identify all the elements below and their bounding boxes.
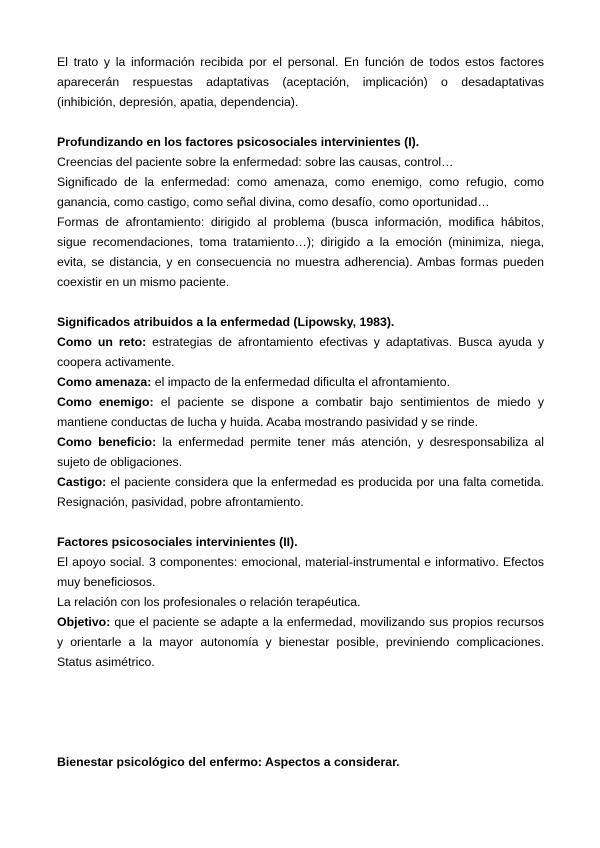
meaning-item-enemigo (57, 392, 544, 432)
spacer (57, 512, 544, 532)
meaning-label: Como beneficio: (57, 435, 157, 449)
section1-heading: Profundizando en los factores psicosociales intervinientes (I). (57, 135, 420, 149)
formas-paragraph: Formas de afrontamiento: dirigido al problema (busca información, modifica hábitos, sigue recomendaciones, toma tratamiento…); dirigido a la emoción (minimiza, niega, evita, se distancia, y en consecuencia no muestra adherencia). Ambas formas pueden coexistir en un mismo paciente. (57, 215, 544, 289)
meaning-text: el paciente se dispone a combatir bajo sentimientos de miedo y mantiene conductas de lucha y huida. Acaba mostrando pasividad y se rinde. (57, 395, 545, 429)
section3-heading: Factores psicosociales intervinientes (II). (57, 535, 298, 549)
spacer (57, 112, 544, 132)
meaning-label: Como enemigo: (57, 395, 154, 409)
section4-heading: Bienestar psicológico del enfermo: Aspectos a considerar. (57, 755, 400, 769)
meaning-text: el impacto de la enfermedad dificulta el afrontamiento. (151, 375, 451, 389)
apoyo-paragraph: El apoyo social. 3 componentes: emocional, material-instrumental e informativo. Efectos muy beneficiosos. (57, 555, 544, 589)
meaning-text: estrategias de afrontamiento efectivas y adaptativas. Busca ayuda y coopera activamente. (57, 335, 544, 369)
meaning-label: Castigo: (57, 475, 107, 489)
creencias-paragraph: Creencias del paciente sobre la enfermedad: sobre las causas, control… (57, 155, 454, 169)
meaning-text: la enfermedad permite tener más atención, y desresponsabiliza al sujeto de obligaciones. (57, 435, 544, 469)
spacer (57, 672, 544, 752)
objetivo-paragraph (57, 612, 544, 672)
meaning-item-reto (57, 332, 544, 372)
section2-heading: Significados atribuidos a la enfermedad (Lipowsky, 1983). (57, 315, 395, 329)
document-page (57, 52, 544, 772)
objetivo-label: Objetivo: (57, 615, 111, 629)
objetivo-text: que el paciente se adapte a la enfermedad, movilizando sus propios recursos y orientarle a la mayor autonomía y bienestar posible, previniendo complicaciones. Status asimétrico. (57, 615, 544, 669)
meaning-text: el paciente considera que la enfermedad es producida por una falta cometida. Resignación, pasividad, pobre afrontamiento. (57, 475, 544, 509)
intro-paragraph: El trato y la información recibida por el personal. En función de todos estos factores aparecerán respuestas adaptativas (aceptación, implicación) o desadaptativas (inhibición, depresión, apatia, dependencia). (57, 55, 544, 109)
meaning-item-beneficio (57, 432, 544, 472)
relacion-paragraph: La relación con los profesionales o relación terapéutica. (57, 595, 361, 609)
meaning-label: Como un reto: (57, 335, 147, 349)
meaning-item-amenaza (57, 372, 544, 392)
significado-paragraph: Significado de la enfermedad: como amenaza, como enemigo, como refugio, como ganancia, como castigo, como señal divina, como desafío, como oportunidad… (57, 175, 544, 209)
spacer (57, 292, 544, 312)
meaning-label: Como amenaza: (57, 375, 152, 389)
meaning-item-castigo (57, 472, 544, 512)
